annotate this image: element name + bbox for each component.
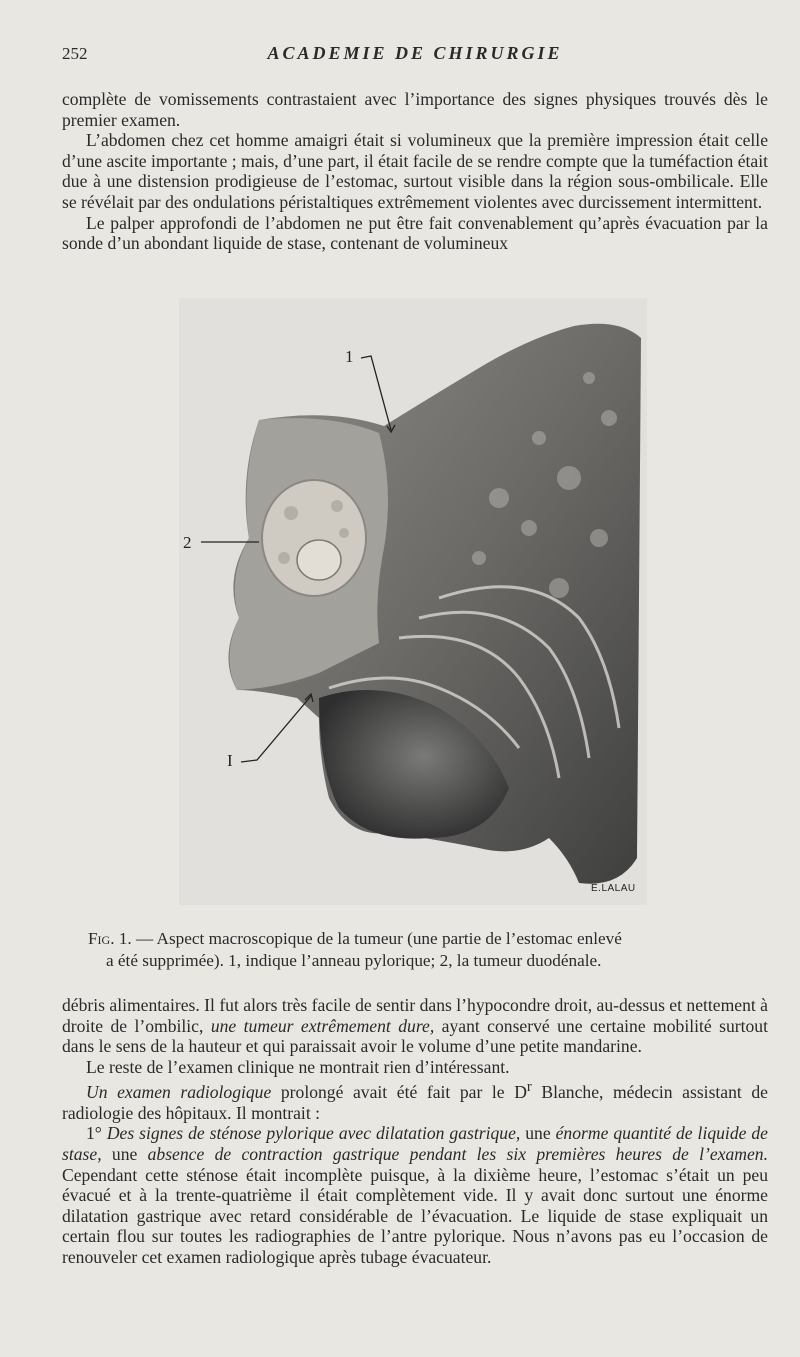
text-run: Cependant cette sténose était incomplète puisque, à la dixième heure, l’estomac s’était un peu évacué et à la trente-quatrième il était complètement vide. Il y avait donc surtout une énorme dilatation gastrique avec retard considérable de l’évacuation. Le liquide de stase expliquait un certain flou sur toutes les radiographies de l’antre pylorique. Nous n’avons pas eu l’occasion de renouveler cet examen radiologique après tubage évacuateur. xyxy=(62,1164,768,1267)
text-run: ayant conservé une certaine mobilité surtout dans le sens de la hauteur et qui paraissait avoir le volume d’une petite mandarine. xyxy=(62,1015,768,1057)
paragraph: complète de vomissements contrastaient avec l’importance des signes physiques trouvés dès le premier examen. xyxy=(62,89,768,130)
caption-text: a été supprimée). 1, indique l’anneau pylorique; 2, la tumeur duodénale. xyxy=(106,951,602,970)
page-number: 252 xyxy=(62,44,88,63)
paragraph: L’abdomen chez cet homme amaigri était si volumineux que la première impression était celle d’une ascite importante ; mais, d’une part, il était facile de se rendre compte que la tuméfaction était due à une distension prodigieuse de l’estomac, surtout visible dans la région sous-ombilicale. Elle se révélait par des ondulations péristaltiques extrêmement violentes avec durcissement intermittent. xyxy=(62,130,768,212)
figure-id: Fig. 1. xyxy=(88,929,132,948)
specimen-drawing xyxy=(179,298,647,905)
paragraph xyxy=(62,1077,768,1123)
paragraph: Le palper approfondi de l’abdomen ne put être fait convenablement qu’après évacuation par la sonde d’un abondant liquide de stase, contenant de volumineux xyxy=(62,212,768,254)
text-run: prolongé avait été fait par le D xyxy=(271,1082,527,1103)
figure-label-I: I xyxy=(227,751,233,770)
figure-label-2: 2 xyxy=(183,533,192,552)
page-header xyxy=(62,40,768,70)
paragraph xyxy=(62,1123,768,1267)
emphasis: énorme quantité de liquide de stase, xyxy=(62,1123,768,1165)
text-run: une xyxy=(101,1144,148,1165)
text-run: Blanche, médecin assistant de radiologie des hôpitaux. Il montrait : xyxy=(62,1082,768,1123)
duodenal-tumour xyxy=(262,480,366,596)
emphasis: une tumeur extrêmement dure, xyxy=(210,1015,435,1036)
bottom-text-block xyxy=(62,995,768,1268)
top-text-block xyxy=(62,89,768,254)
paragraph xyxy=(62,995,768,1057)
figure-label-1: 1 xyxy=(345,347,354,366)
text-run: une xyxy=(520,1123,556,1144)
paragraph: Le reste de l’examen clinique ne montrait rien d’intéressant. xyxy=(86,1056,510,1077)
figure-illustration xyxy=(179,298,647,905)
figure-caption xyxy=(88,928,760,972)
emphasis: Des signes de sténose pylorique avec dilatation gastrique, xyxy=(106,1123,521,1144)
emphasis: Un examen radiologique xyxy=(86,1082,272,1103)
emphasis: absence de contraction gastrique pendant les six premières heures de l’examen. xyxy=(147,1144,769,1165)
superscript: r xyxy=(526,1079,532,1096)
artist-signature: E.LALAU xyxy=(591,883,636,894)
list-number: 1° xyxy=(86,1123,107,1144)
caption-text: — Aspect macroscopique de la tumeur (une partie de l’estomac enlevé xyxy=(131,929,622,948)
running-title: ACADEMIE DE CHIRURGIE xyxy=(267,43,563,63)
text-run: débris alimentaires. Il fut alors très facile de sentir dans l’hypocondre droit, au-dessus et nettement à droite de l’ombilic, xyxy=(62,995,768,1036)
